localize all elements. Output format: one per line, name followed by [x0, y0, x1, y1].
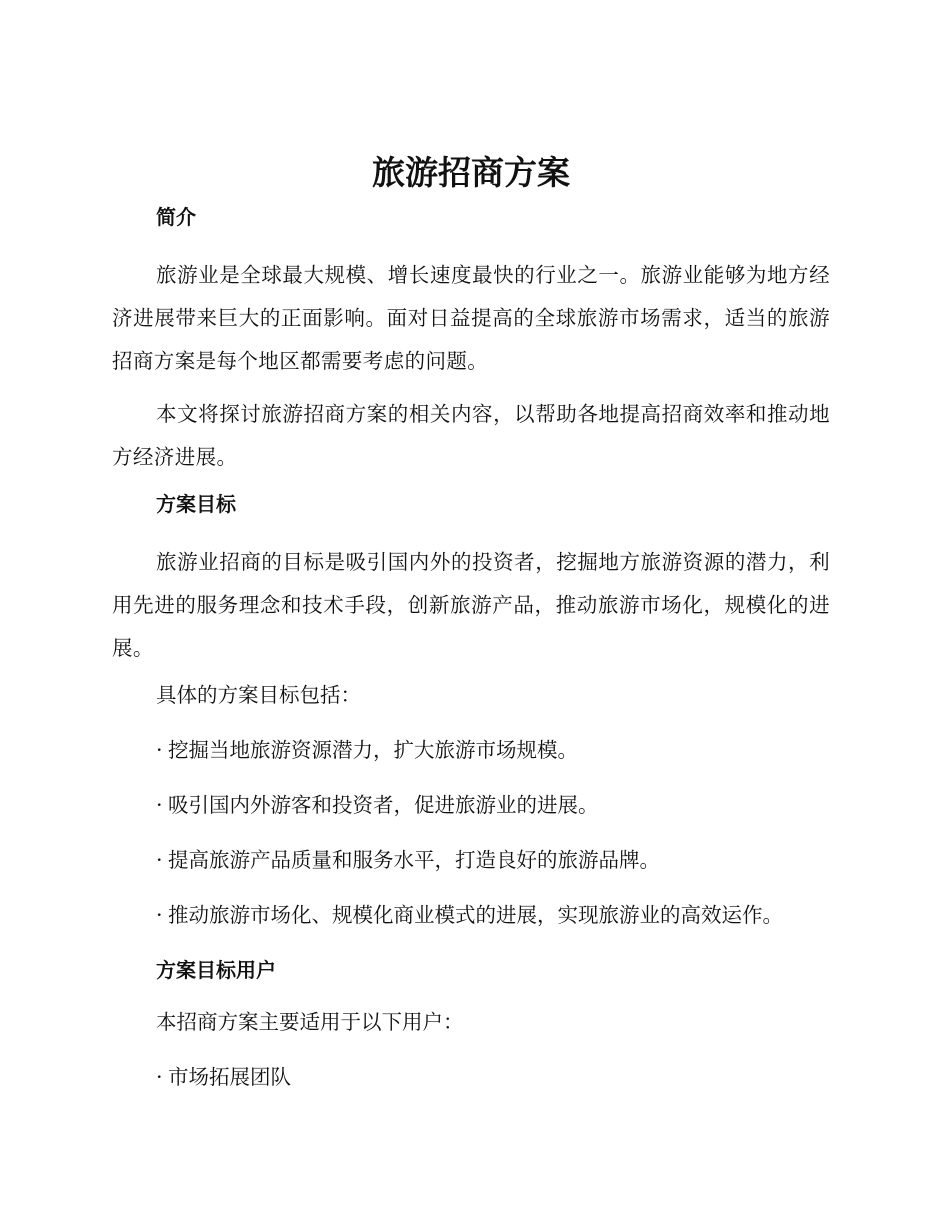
list-item — [112, 1062, 830, 1092]
list-item — [112, 735, 830, 765]
list-item-text: 挖掘当地旅游资源潜力，扩大旅游市场规模。 — [168, 738, 578, 762]
bullet-symbol: · — [156, 1065, 163, 1089]
users-paragraph-1: 本招商方案主要适用于以下用户： — [156, 1010, 464, 1034]
document-body — [112, 148, 830, 1117]
list-item — [112, 845, 830, 875]
goals-paragraph-1: 旅游业招商的目标是吸引国内外的投资者，挖掘地方旅游资源的潜力，利用先进的服务理念和技术手段，创新旅游产品，推动旅游市场化，规模化的进展。 — [112, 550, 830, 660]
section-heading-users: 方案目标用户 — [156, 958, 276, 982]
bullet-symbol: · — [156, 848, 163, 872]
bullet-symbol: · — [156, 903, 163, 927]
document-title: 旅游招商方案 — [372, 153, 570, 192]
intro-paragraph-1: 旅游业是全球最大规模、增长速度最快的行业之一。旅游业能够为地方经济进展带来巨大的正面影响。面对日益提高的全球旅游市场需求，适当的旅游招商方案是每个地区都需要考虑的问题。 — [112, 263, 830, 373]
list-item-text: 吸引国内外游客和投资者，促进旅游业的进展。 — [168, 793, 599, 817]
bullet-symbol: · — [156, 793, 163, 817]
list-item-text: 提高旅游产品质量和服务水平，打造良好的旅游品牌。 — [168, 848, 660, 872]
section-heading-intro: 简介 — [156, 205, 196, 229]
bullet-symbol: · — [156, 738, 163, 762]
list-item — [112, 900, 830, 930]
list-item-text: 推动旅游市场化、规模化商业模式的进展，实现旅游业的高效运作。 — [168, 903, 783, 927]
goals-paragraph-2: 具体的方案目标包括： — [156, 683, 361, 707]
list-item — [112, 790, 830, 820]
section-heading-goals: 方案目标 — [156, 492, 236, 516]
list-item-text: 市场拓展团队 — [168, 1065, 291, 1089]
intro-paragraph-2: 本文将探讨旅游招商方案的相关内容，以帮助各地提高招商效率和推动地方经济进展。 — [112, 402, 830, 469]
